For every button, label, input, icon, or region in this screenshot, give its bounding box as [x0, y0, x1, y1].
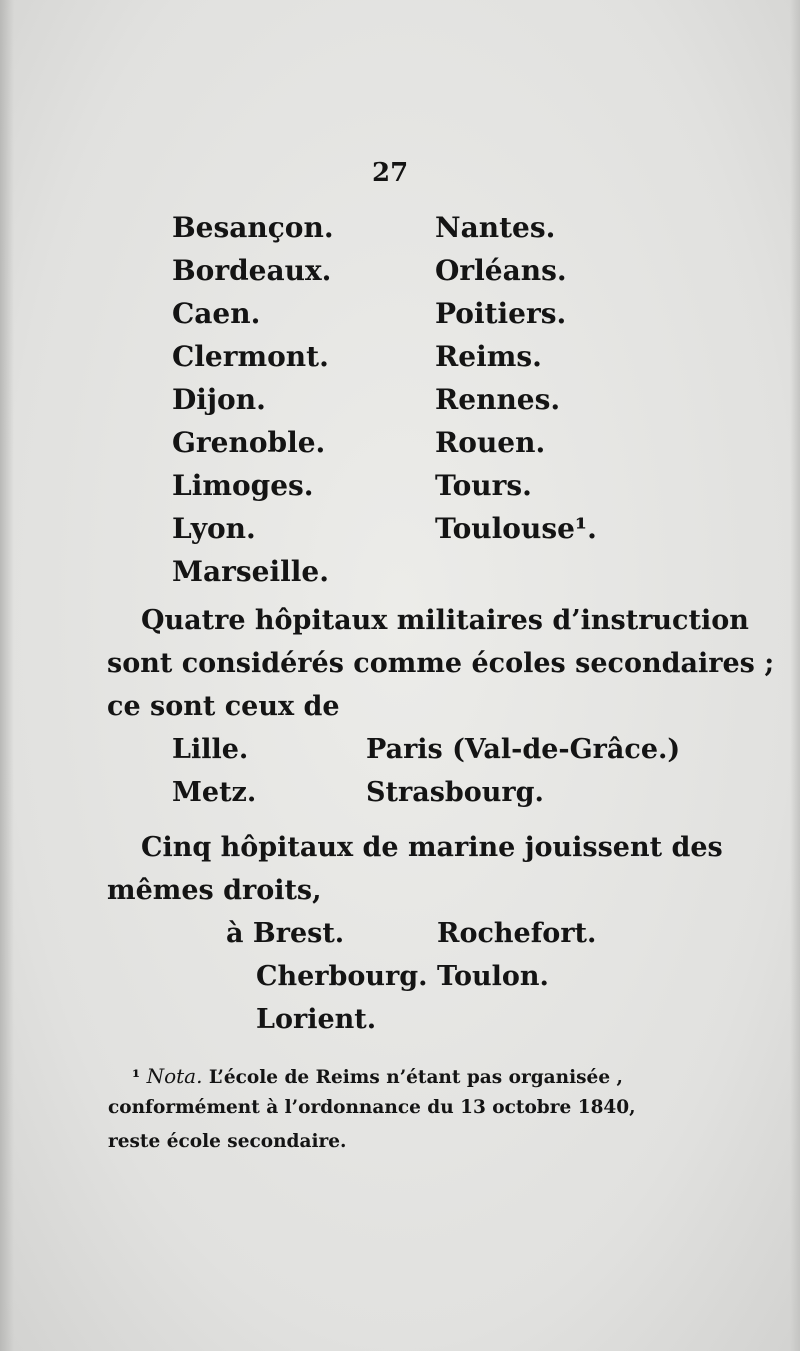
footnote-line-3: reste école secondaire. [108, 1131, 347, 1152]
city-grenoble: Grenoble. [172, 426, 326, 459]
navy-line-2: mêmes droits, [107, 875, 322, 906]
military-line-3: ce sont ceux de [107, 691, 340, 722]
city-metz: Metz. [172, 777, 257, 808]
city-rochefort: Rochefort. [437, 918, 597, 949]
city-brest: à Brest. [226, 918, 345, 949]
city-rennes: Rennes. [435, 383, 561, 416]
footnote-label: Nota. [146, 1064, 203, 1088]
city-paris-val-de-grace: Paris (Val-de-Grâce.) [366, 734, 681, 765]
page-number: 27 [372, 158, 409, 188]
city-lorient: Lorient. [256, 1004, 377, 1035]
city-limoges: Limoges. [172, 469, 314, 502]
military-line-2: sont considérés comme écoles secondaires ; [107, 648, 775, 679]
city-toulon: Toulon. [437, 961, 549, 992]
page-shadow-right [790, 0, 800, 1351]
city-toulouse [435, 512, 597, 545]
city-lille: Lille. [172, 734, 249, 765]
city-poitiers: Poitiers. [435, 297, 567, 330]
city-caen: Caen. [172, 297, 261, 330]
city-cherbourg: Cherbourg. [256, 961, 428, 992]
city-clermont: Clermont. [172, 340, 329, 373]
navy-line-1: Cinq hôpitaux de marine jouissent des [141, 832, 723, 863]
footnote-line-2: conformément à l’ordonnance du 13 octobre 1840, [108, 1097, 636, 1118]
city-rouen: Rouen. [435, 426, 546, 459]
footnote-line-1-text: L’école de Reims n’étant pas organisée , [202, 1067, 623, 1088]
city-tours: Tours. [435, 469, 532, 502]
footnote-number: ¹ [132, 1067, 141, 1088]
city-dijon: Dijon. [172, 383, 266, 416]
city-strasbourg: Strasbourg. [366, 777, 544, 808]
military-line-1: Quatre hôpitaux militaires d’instruction [141, 605, 749, 636]
city-reims: Reims. [435, 340, 542, 373]
city-orleans: Orléans. [435, 254, 567, 287]
city-marseille: Marseille. [172, 555, 329, 588]
page-shadow-left [0, 0, 14, 1351]
city-bordeaux: Bordeaux. [172, 254, 332, 287]
city-lyon: Lyon. [172, 512, 256, 545]
city-besancon: Besançon. [172, 211, 334, 244]
city-nantes: Nantes. [435, 211, 556, 244]
city-toulouse-name: Toulouse [435, 512, 575, 545]
footnote-line-1 [132, 1066, 623, 1088]
footnote-marker: ¹. [574, 512, 597, 545]
